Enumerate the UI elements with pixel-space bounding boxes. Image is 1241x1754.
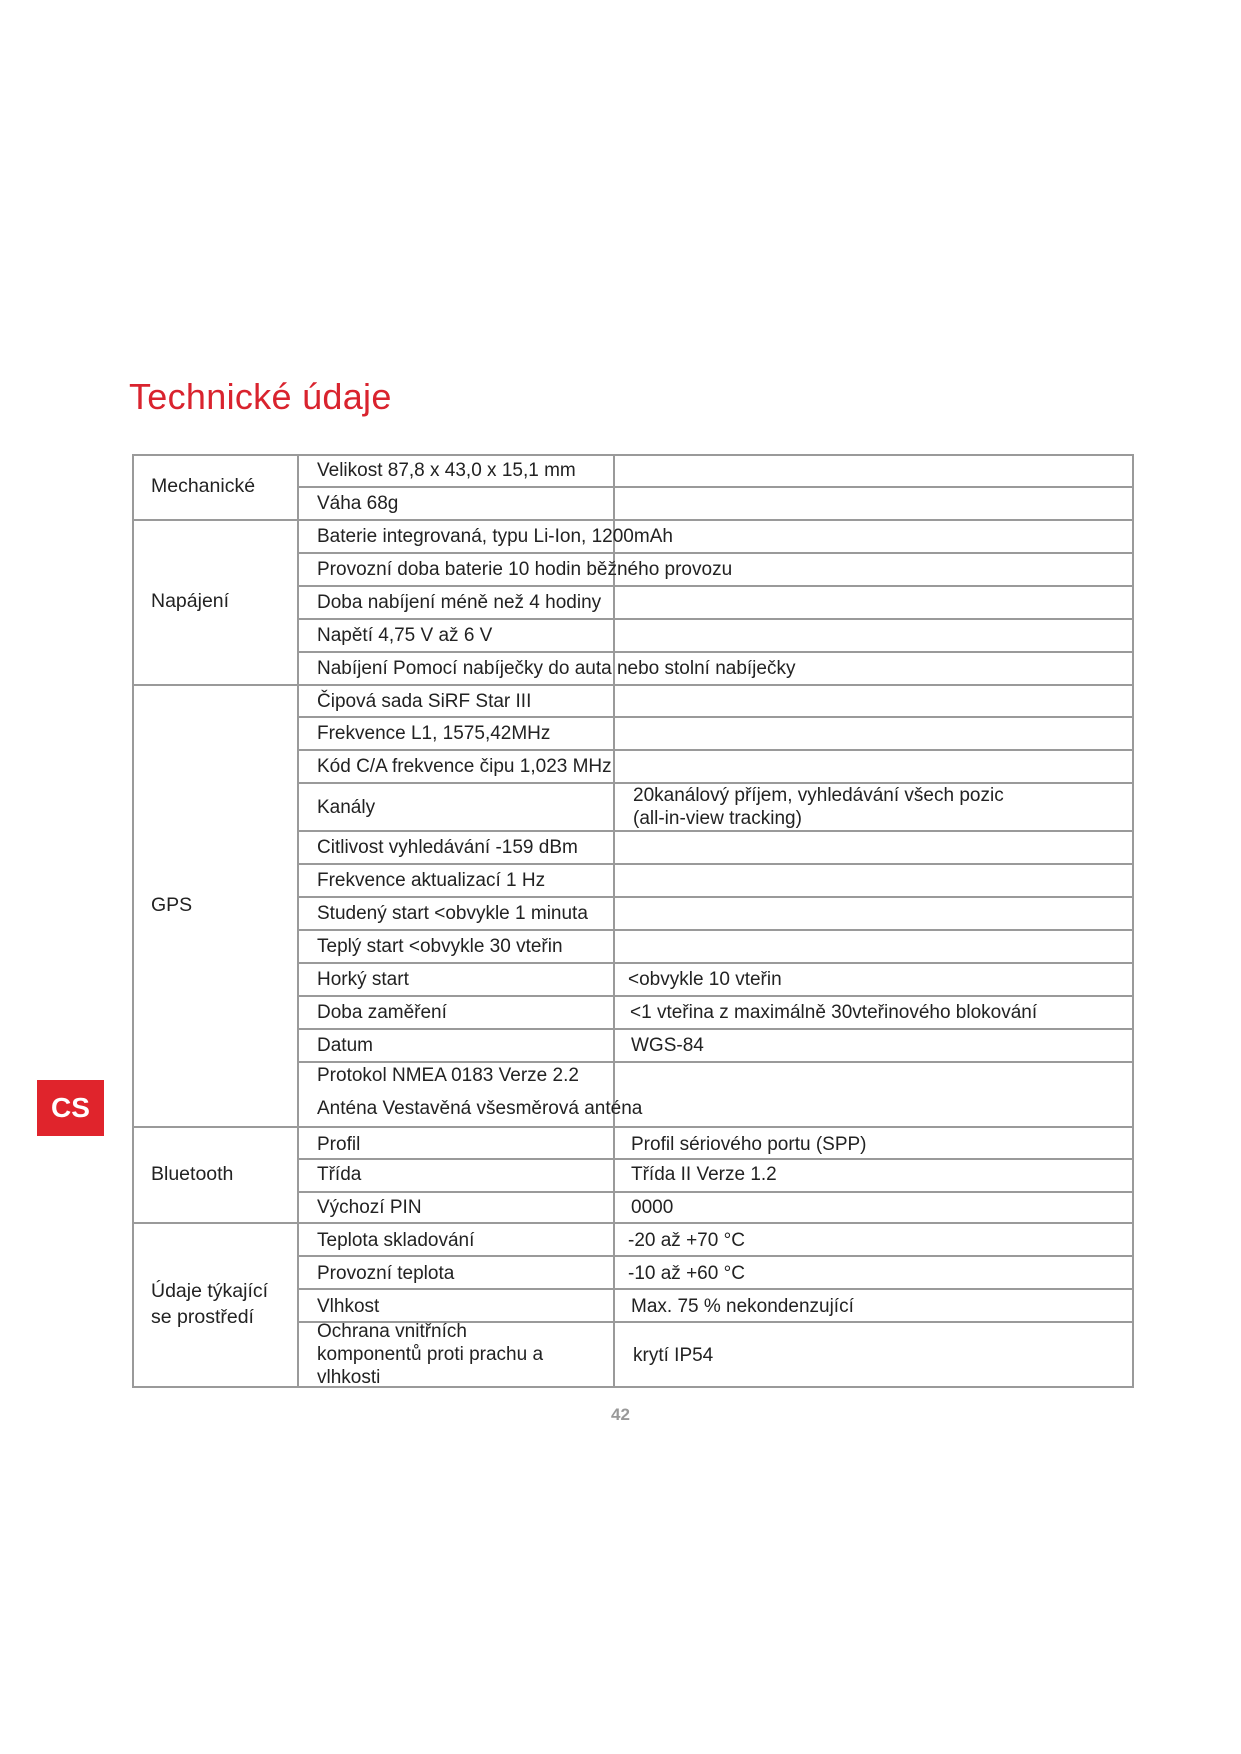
- spec-label: Protokol NMEA 0183 Verze 2.2: [317, 1065, 579, 1086]
- category-power: Napájení: [151, 590, 230, 612]
- spec-value: Třída II Verze 1.2: [631, 1164, 777, 1185]
- category-environment: Údaje týkající se prostředí: [151, 1280, 269, 1328]
- row-divider: [297, 1191, 1132, 1193]
- spec-label: Doba zaměření: [317, 1002, 447, 1023]
- spec-label: Kanály: [317, 797, 376, 818]
- spec-label: Teplota skladování: [317, 1230, 475, 1251]
- spec-value: krytí IP54: [633, 1345, 714, 1366]
- spec-value: -10 až +60 °C: [628, 1263, 745, 1284]
- row-divider: [297, 618, 1132, 620]
- spec-table: [132, 454, 1134, 1388]
- spec-label: Profil: [317, 1134, 361, 1155]
- spec-label: Třída: [317, 1164, 362, 1185]
- column-divider: [297, 456, 299, 1386]
- spec-label: Anténa Vestavěná všesměrová anténa: [317, 1098, 643, 1119]
- section-divider: [134, 519, 1132, 521]
- spec-label: Baterie integrovaná, typu Li-Ion, 1200mAh: [317, 526, 673, 547]
- spec-label: Teplý start <obvykle 30 vteřin: [317, 936, 563, 957]
- spec-label: Doba nabíjení méně než 4 hodiny: [317, 592, 602, 613]
- spec-value: Max. 75 % nekondenzující: [631, 1296, 854, 1317]
- section-divider: [134, 684, 1132, 686]
- category-mechanical: Mechanické: [151, 475, 256, 497]
- language-tab: CS: [37, 1080, 104, 1136]
- row-divider: [297, 651, 1132, 653]
- spec-value: 0000: [631, 1197, 674, 1218]
- spec-label: Datum: [317, 1035, 373, 1056]
- row-divider: [297, 1255, 1132, 1257]
- row-divider: [297, 830, 1132, 832]
- spec-label: Horký start: [317, 969, 409, 990]
- row-divider: [297, 1028, 1132, 1030]
- spec-label: Napětí 4,75 V až 6 V: [317, 625, 493, 646]
- row-divider: [297, 486, 1132, 488]
- spec-label: Váha 68g: [317, 493, 399, 514]
- spec-value: Profil sériového portu (SPP): [631, 1134, 867, 1155]
- row-divider: [297, 1288, 1132, 1290]
- spec-label: Velikost 87,8 x 43,0 x 15,1 mm: [317, 460, 576, 481]
- spec-label: Ochrana vnitřních komponentů proti prachu a vlhkosti: [317, 1321, 544, 1388]
- row-divider: [297, 552, 1132, 554]
- section-divider: [134, 1126, 1132, 1128]
- spec-label: Provozní doba baterie 10 hodin běžného provozu: [317, 559, 733, 580]
- column-divider: [613, 456, 615, 1386]
- spec-value: -20 až +70 °C: [628, 1230, 745, 1251]
- spec-value: <obvykle 10 vteřin: [628, 969, 782, 990]
- spec-label: Vlhkost: [317, 1296, 380, 1317]
- row-divider: [297, 1061, 1132, 1063]
- row-divider: [297, 1158, 1132, 1160]
- spec-value: 20kanálový příjem, vyhledávání všech pozic (all-in-view tracking): [633, 785, 1004, 829]
- row-divider: [297, 749, 1132, 751]
- section-divider: [134, 1222, 1132, 1224]
- row-divider: [297, 863, 1132, 865]
- spec-label: Citlivost vyhledávání -159 dBm: [317, 837, 578, 858]
- spec-label: Čipová sada SiRF Star III: [317, 691, 532, 712]
- row-divider: [297, 962, 1132, 964]
- spec-label: Výchozí PIN: [317, 1197, 422, 1218]
- category-bluetooth: Bluetooth: [151, 1163, 234, 1185]
- spec-value: WGS-84: [631, 1035, 704, 1056]
- spec-label: Frekvence L1, 1575,42MHz: [317, 723, 551, 744]
- row-divider: [297, 716, 1132, 718]
- spec-label: Kód C/A frekvence čipu 1,023 MHz: [317, 756, 612, 777]
- spec-label: Frekvence aktualizací 1 Hz: [317, 870, 546, 891]
- spec-label: Provozní teplota: [317, 1263, 455, 1284]
- page-number: 42: [611, 1405, 630, 1424]
- spec-label: Nabíjení Pomocí nabíječky do auta nebo stolní nabíječky: [317, 658, 796, 679]
- row-divider: [297, 896, 1132, 898]
- page-title: Technické údaje: [129, 376, 392, 417]
- row-divider: [297, 585, 1132, 587]
- row-divider: [297, 929, 1132, 931]
- spec-label: Studený start <obvykle 1 minuta: [317, 903, 588, 924]
- category-gps: GPS: [151, 894, 193, 916]
- spec-value: <1 vteřina z maximálně 30vteřinového blokování: [630, 1002, 1038, 1023]
- row-divider: [297, 995, 1132, 997]
